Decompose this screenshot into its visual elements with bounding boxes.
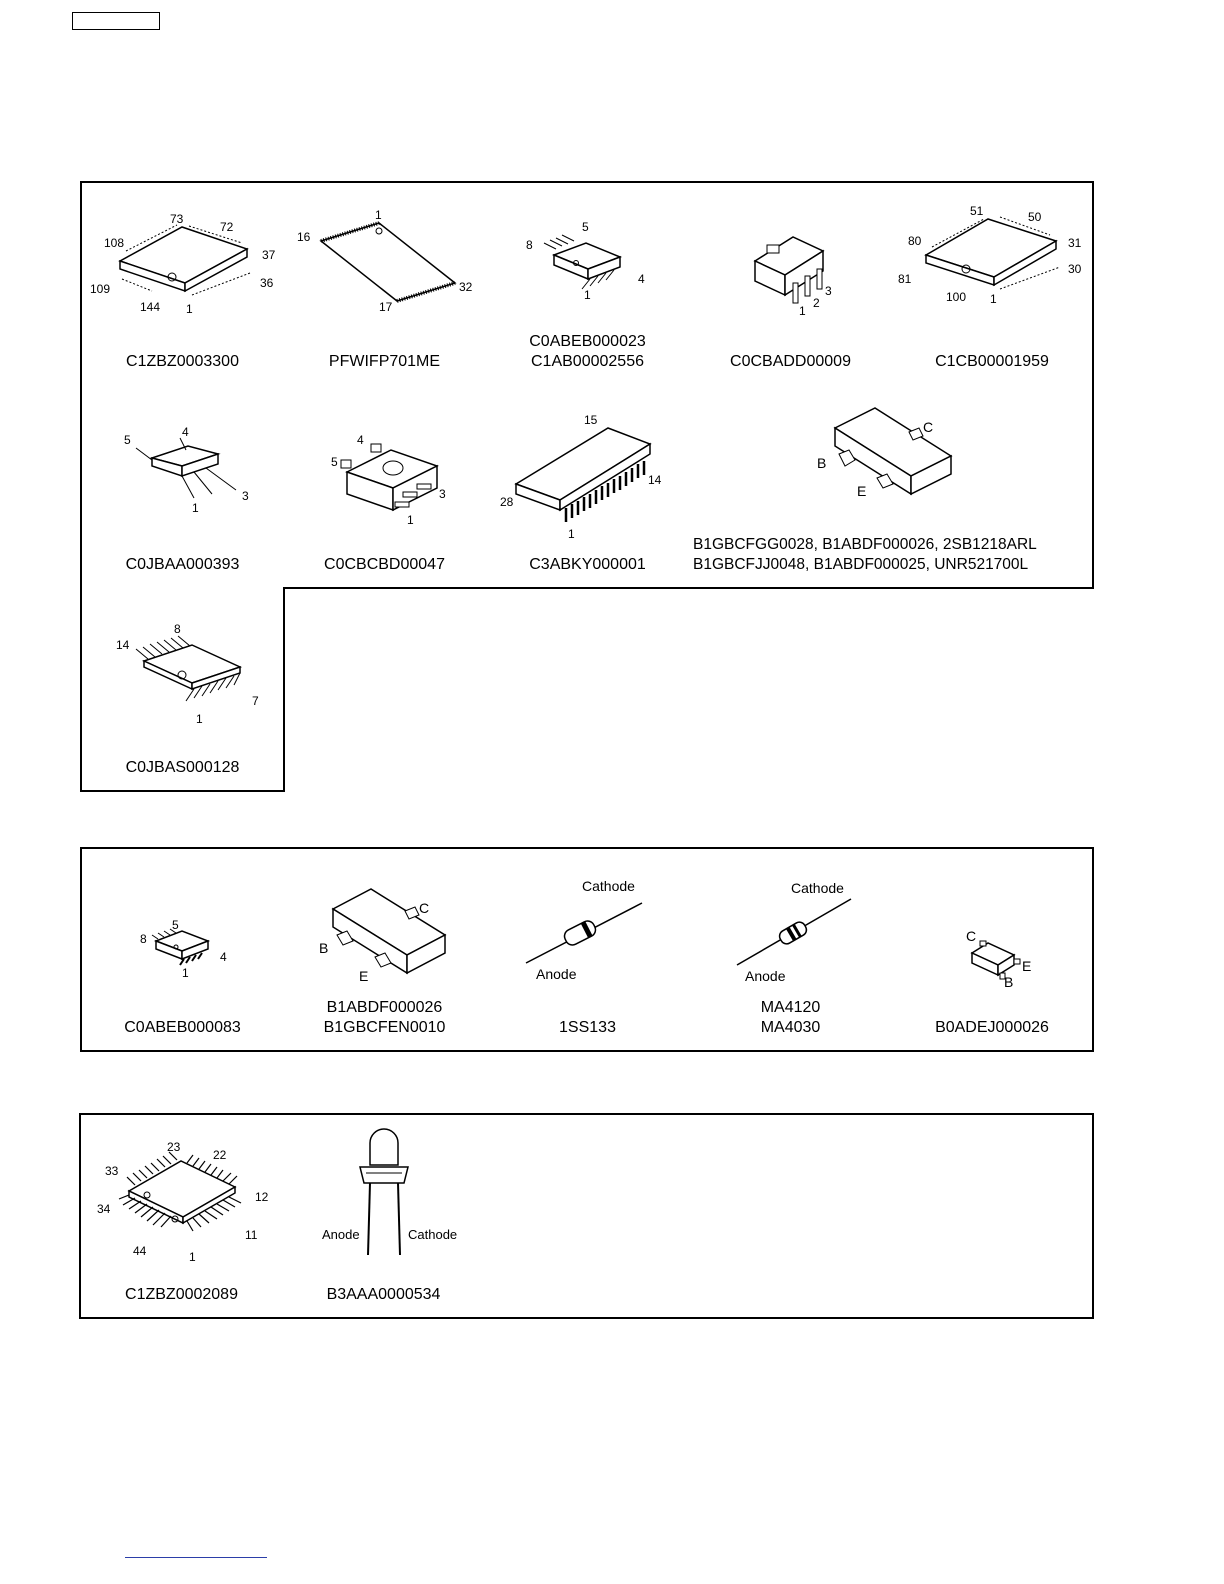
pin-label: E — [359, 968, 369, 984]
package-cell — [892, 847, 1094, 1052]
package-cell-empty — [485, 1113, 689, 1319]
pin-label: 1 — [192, 501, 199, 515]
pin-label: 22 — [213, 1148, 227, 1162]
package-cell — [283, 384, 488, 589]
package-cell — [283, 847, 488, 1052]
package-cell — [79, 1113, 284, 1319]
pin-label: Anode — [322, 1227, 360, 1242]
part-number: C0ABEB000083 — [124, 1019, 241, 1036]
pin-label: 30 — [1068, 262, 1082, 276]
header-box — [72, 12, 160, 30]
sip-package-icon — [486, 384, 689, 564]
part-number: C0CBCBD00047 — [324, 556, 445, 573]
part-number: B1GBCFGG0028, B1ABDF000026, 2SB1218ARL B1GBCFJJ0048, B1ABDF000025, UNR521700L — [693, 536, 1037, 573]
pin-label: 3 — [825, 284, 832, 298]
pin-label: 81 — [898, 272, 912, 286]
package-cell — [283, 181, 488, 386]
package-cell — [282, 1113, 487, 1319]
part-number: C1CB00001959 — [935, 353, 1049, 370]
pin-label: 100 — [946, 290, 967, 304]
pin-label: 1 — [196, 712, 203, 726]
pin-label: B — [1004, 974, 1014, 990]
package-cell — [689, 384, 1094, 589]
pin-label: 14 — [116, 638, 130, 652]
pin-label: 73 — [170, 212, 184, 226]
pin-label: C — [419, 900, 430, 916]
part-number: C1ZBZ0003300 — [126, 353, 239, 370]
pin-label: 28 — [500, 495, 514, 509]
pin-label: 108 — [104, 236, 125, 250]
pin-label: 14 — [648, 473, 662, 487]
led-icon — [282, 1115, 485, 1295]
pin-label: 34 — [97, 1202, 111, 1216]
power-sot-package-icon — [283, 384, 486, 564]
pin-label: 8 — [140, 932, 147, 946]
tsop-package-icon — [283, 183, 486, 363]
pin-label: 109 — [90, 282, 111, 296]
package-cell-empty — [889, 1113, 1094, 1319]
part-number: C0JBAS000128 — [125, 759, 240, 776]
pin-label: 51 — [970, 204, 984, 218]
package-cell — [892, 181, 1094, 386]
pin-label: 5 — [124, 433, 131, 447]
part-number: B1ABDF000026 B1GBCFEN0010 — [323, 999, 446, 1036]
package-cell — [80, 384, 285, 589]
soic-package-icon — [82, 849, 285, 1029]
part-number: C1ZBZ0002089 — [125, 1286, 238, 1303]
pin-label: 12 — [255, 1190, 269, 1204]
pin-label: 1 — [186, 302, 193, 316]
pin-label: 4 — [357, 433, 364, 447]
pin-label: 5 — [582, 220, 589, 234]
pin-label: 2 — [813, 296, 820, 310]
package-cell — [486, 847, 691, 1052]
pin-label: Cathode — [408, 1227, 458, 1242]
transistor-package-icon — [689, 183, 892, 363]
package-cell — [80, 587, 285, 792]
pin-label: C — [923, 419, 934, 435]
tssop-package-icon — [82, 587, 285, 767]
pin-label: 80 — [908, 234, 922, 248]
footer-link-underline[interactable] — [125, 1557, 267, 1558]
pin-label: 32 — [459, 280, 473, 294]
package-cell — [689, 181, 894, 386]
pin-label: 50 — [1028, 210, 1042, 224]
sot-package-icon — [82, 384, 285, 564]
pin-label: 5 — [331, 455, 338, 469]
part-number: C0ABEB000023 C1AB00002556 — [529, 333, 646, 370]
pin-label: Cathode — [791, 880, 844, 896]
part-number: C3ABKY000001 — [529, 556, 646, 573]
pin-label: 72 — [220, 220, 234, 234]
pin-label: 37 — [262, 248, 276, 262]
pin-label: 15 — [584, 413, 598, 427]
pin-label: 17 — [379, 300, 393, 314]
package-cell — [486, 384, 691, 589]
pin-label: E — [857, 483, 867, 499]
pin-label: 144 — [140, 300, 161, 314]
pin-label: 8 — [526, 238, 533, 252]
part-number: B3AAA0000534 — [326, 1286, 441, 1303]
package-cell-empty — [687, 1113, 891, 1319]
pin-label: 8 — [174, 622, 181, 636]
pin-label: 31 — [1068, 236, 1082, 250]
pin-label: 11 — [245, 1228, 258, 1242]
pin-label: C — [966, 928, 977, 944]
qfp-package-icon — [81, 1115, 284, 1295]
pin-label: 1 — [182, 966, 189, 980]
pin-label: 4 — [638, 272, 645, 286]
part-number: C0CBADD00009 — [730, 353, 851, 370]
pin-label: Anode — [536, 966, 577, 982]
pin-label: B — [319, 940, 329, 956]
pin-label: 4 — [220, 950, 227, 964]
part-number: C0JBAA000393 — [125, 556, 240, 573]
pin-label: 1 — [990, 292, 997, 306]
pin-label: 44 — [133, 1244, 147, 1258]
pin-label: Anode — [745, 968, 786, 984]
part-number: B0ADEJ000026 — [935, 1019, 1049, 1036]
package-cell — [80, 181, 285, 386]
package-cell — [80, 847, 285, 1052]
pin-label: 1 — [799, 304, 806, 318]
pin-label: 3 — [439, 487, 446, 501]
pin-label: Cathode — [582, 878, 635, 894]
pin-label: 23 — [167, 1140, 181, 1154]
qfp-package-icon — [892, 183, 1092, 363]
qfp-package-icon — [82, 183, 285, 363]
mini-transistor-package-icon — [892, 849, 1092, 1029]
pin-label: 1 — [375, 208, 382, 222]
pin-label: 5 — [172, 918, 179, 932]
part-number: PFWIFP701ME — [328, 353, 441, 370]
part-number: MA4120 MA4030 — [760, 999, 821, 1036]
part-number: 1SS133 — [559, 1019, 616, 1036]
pin-label: 1 — [584, 288, 591, 302]
pin-label: 1 — [189, 1250, 196, 1264]
pin-label: 1 — [407, 513, 414, 527]
pin-label: 7 — [252, 694, 259, 708]
pin-label: 3 — [242, 489, 249, 503]
diode-icon — [486, 849, 689, 1029]
package-cell — [689, 847, 894, 1052]
pin-label: 16 — [297, 230, 311, 244]
pin-label: E — [1022, 958, 1032, 974]
pin-label: 1 — [568, 527, 575, 541]
pin-label: 4 — [182, 425, 189, 439]
pin-label: 36 — [260, 276, 274, 290]
package-cell — [486, 181, 691, 386]
pin-label: 33 — [105, 1164, 119, 1178]
pin-label: B — [817, 455, 827, 471]
